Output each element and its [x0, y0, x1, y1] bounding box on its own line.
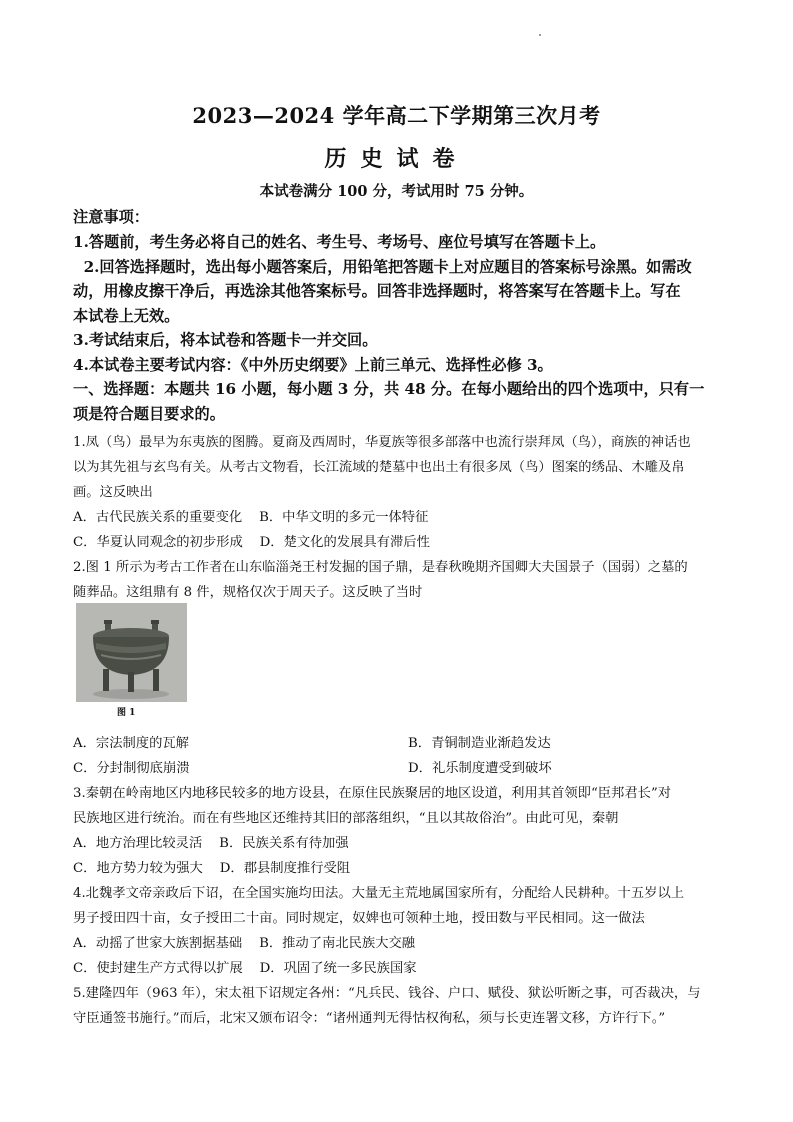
- q4-options: C．使封建生产方式得以扩展 D．巩固了统一多民族国家: [73, 961, 417, 976]
- subject-title: 历史试卷: [324, 146, 469, 172]
- q1-stem: 画。这反映出: [73, 485, 153, 500]
- q3-stem: 3.秦朝在岭南地区内地移民较多的地方设县，在原住民族聚居的地区设道，利用其首领即“臣邦君长”对: [73, 786, 672, 801]
- q2-option-c: C．分封制彻底崩溃: [73, 761, 190, 776]
- section-heading: 项是符合题目要求的。: [73, 405, 225, 423]
- notes-line: 本试卷上无效。: [73, 307, 180, 325]
- notes-line: 1.答题前，考生务必将自己的姓名、考生号、考场号、座位号填写在答题卡上。: [73, 233, 606, 251]
- notes-heading: 注意事项：: [73, 208, 149, 226]
- q1-stem: 1.凤（鸟）最早为东夷族的图腾。夏商及西周时，华夏族等很多部落中也流行崇拜凤（鸟），商族的神话也: [73, 435, 691, 450]
- q2-option-b: B．青铜制造业渐趋发达: [408, 736, 551, 751]
- scan-dot: [539, 34, 541, 36]
- section-heading: 一、选择题：本题共 16 小题，每小题 3 分，共 48 分。在每小题给出的四个选项中，只有一: [73, 380, 705, 398]
- q3-options: A．地方治理比较灵活 B．民族关系有待加强: [73, 836, 349, 851]
- exam-info: 本试卷满分 100 分，考试用时 75 分钟。: [259, 183, 534, 200]
- notes-line: 动，用橡皮擦干净后，再选涂其他答案标号。回答非选择题时，将答案写在答题卡上。写在: [73, 282, 681, 300]
- q2-stem: 2.图 1 所示为考古工作者在山东临淄尧王村发掘的国子鼎，是春秋晚期齐国卿大夫国景子（国弱）之墓的: [73, 560, 688, 575]
- q1-options: C．华夏认同观念的初步形成 D．楚文化的发展具有滞后性: [73, 535, 430, 550]
- q2-option-a: A．宗法制度的瓦解: [73, 736, 189, 751]
- q4-stem: 4.北魏孝文帝亲政后下诏，在全国实施均田法。大量无主荒地属国家所有，分配给人民耕种。十五岁以上: [73, 886, 685, 901]
- figure-caption: 图 1: [117, 708, 136, 718]
- q2-option-d: D．礼乐制度遭受到破坏: [408, 761, 552, 776]
- q5-stem: 守臣通签书施行。”而后，北宋又颁布诏令：“诸州通判无得怙权徇私，须与长吏连署文移，方许行下。”: [73, 1011, 666, 1026]
- bronze-ding-icon: [76, 603, 187, 702]
- q1-stem: 以为其先祖与玄鸟有关。从考古文物看，长江流域的楚墓中也出土有很多凤（鸟）图案的绣品、木雕及帛: [73, 460, 685, 475]
- notes-line: 3.考试结束后，将本试卷和答题卡一并交回。: [73, 331, 378, 349]
- q3-options: C．地方势力较为强大 D．郡县制度推行受阻: [73, 861, 351, 876]
- q2-stem: 随葬品。这组鼎有 8 件，规格仅次于周天子。这反映了当时: [73, 585, 423, 600]
- bronze-ding-figure: [76, 603, 187, 702]
- q4-options: A．动摇了世家大族割据基础 B．推动了南北民族大交融: [73, 936, 416, 951]
- q3-stem: 民族地区进行统治。而在有些地区还维持其旧的部落组织，“且以其故俗治”。由此可见，秦朝: [73, 811, 619, 826]
- exam-title: 2023—2024 学年高二下学期第三次月考: [192, 103, 601, 128]
- notes-line: 2.回答选择题时，选出每小题答案后，用铅笔把答题卡上对应题目的答案标号涂黑。如需改: [73, 258, 692, 276]
- notes-line: 4.本试卷主要考试内容：《中外历史纲要》上前三单元、选择性必修 3。: [73, 356, 553, 374]
- q4-stem: 男子授田四十亩，女子授田二十亩。同时规定，奴婢也可领种土地，授田数与平民相同。这一做法: [73, 911, 645, 926]
- q1-options: A．古代民族关系的重要变化 B．中华文明的多元一体特征: [73, 510, 429, 525]
- q5-stem: 5.建隆四年（963 年），宋太祖下诏规定各州：“凡兵民、钱谷、户口、赋役、狱讼听断之事，可否裁决，与: [73, 986, 701, 1001]
